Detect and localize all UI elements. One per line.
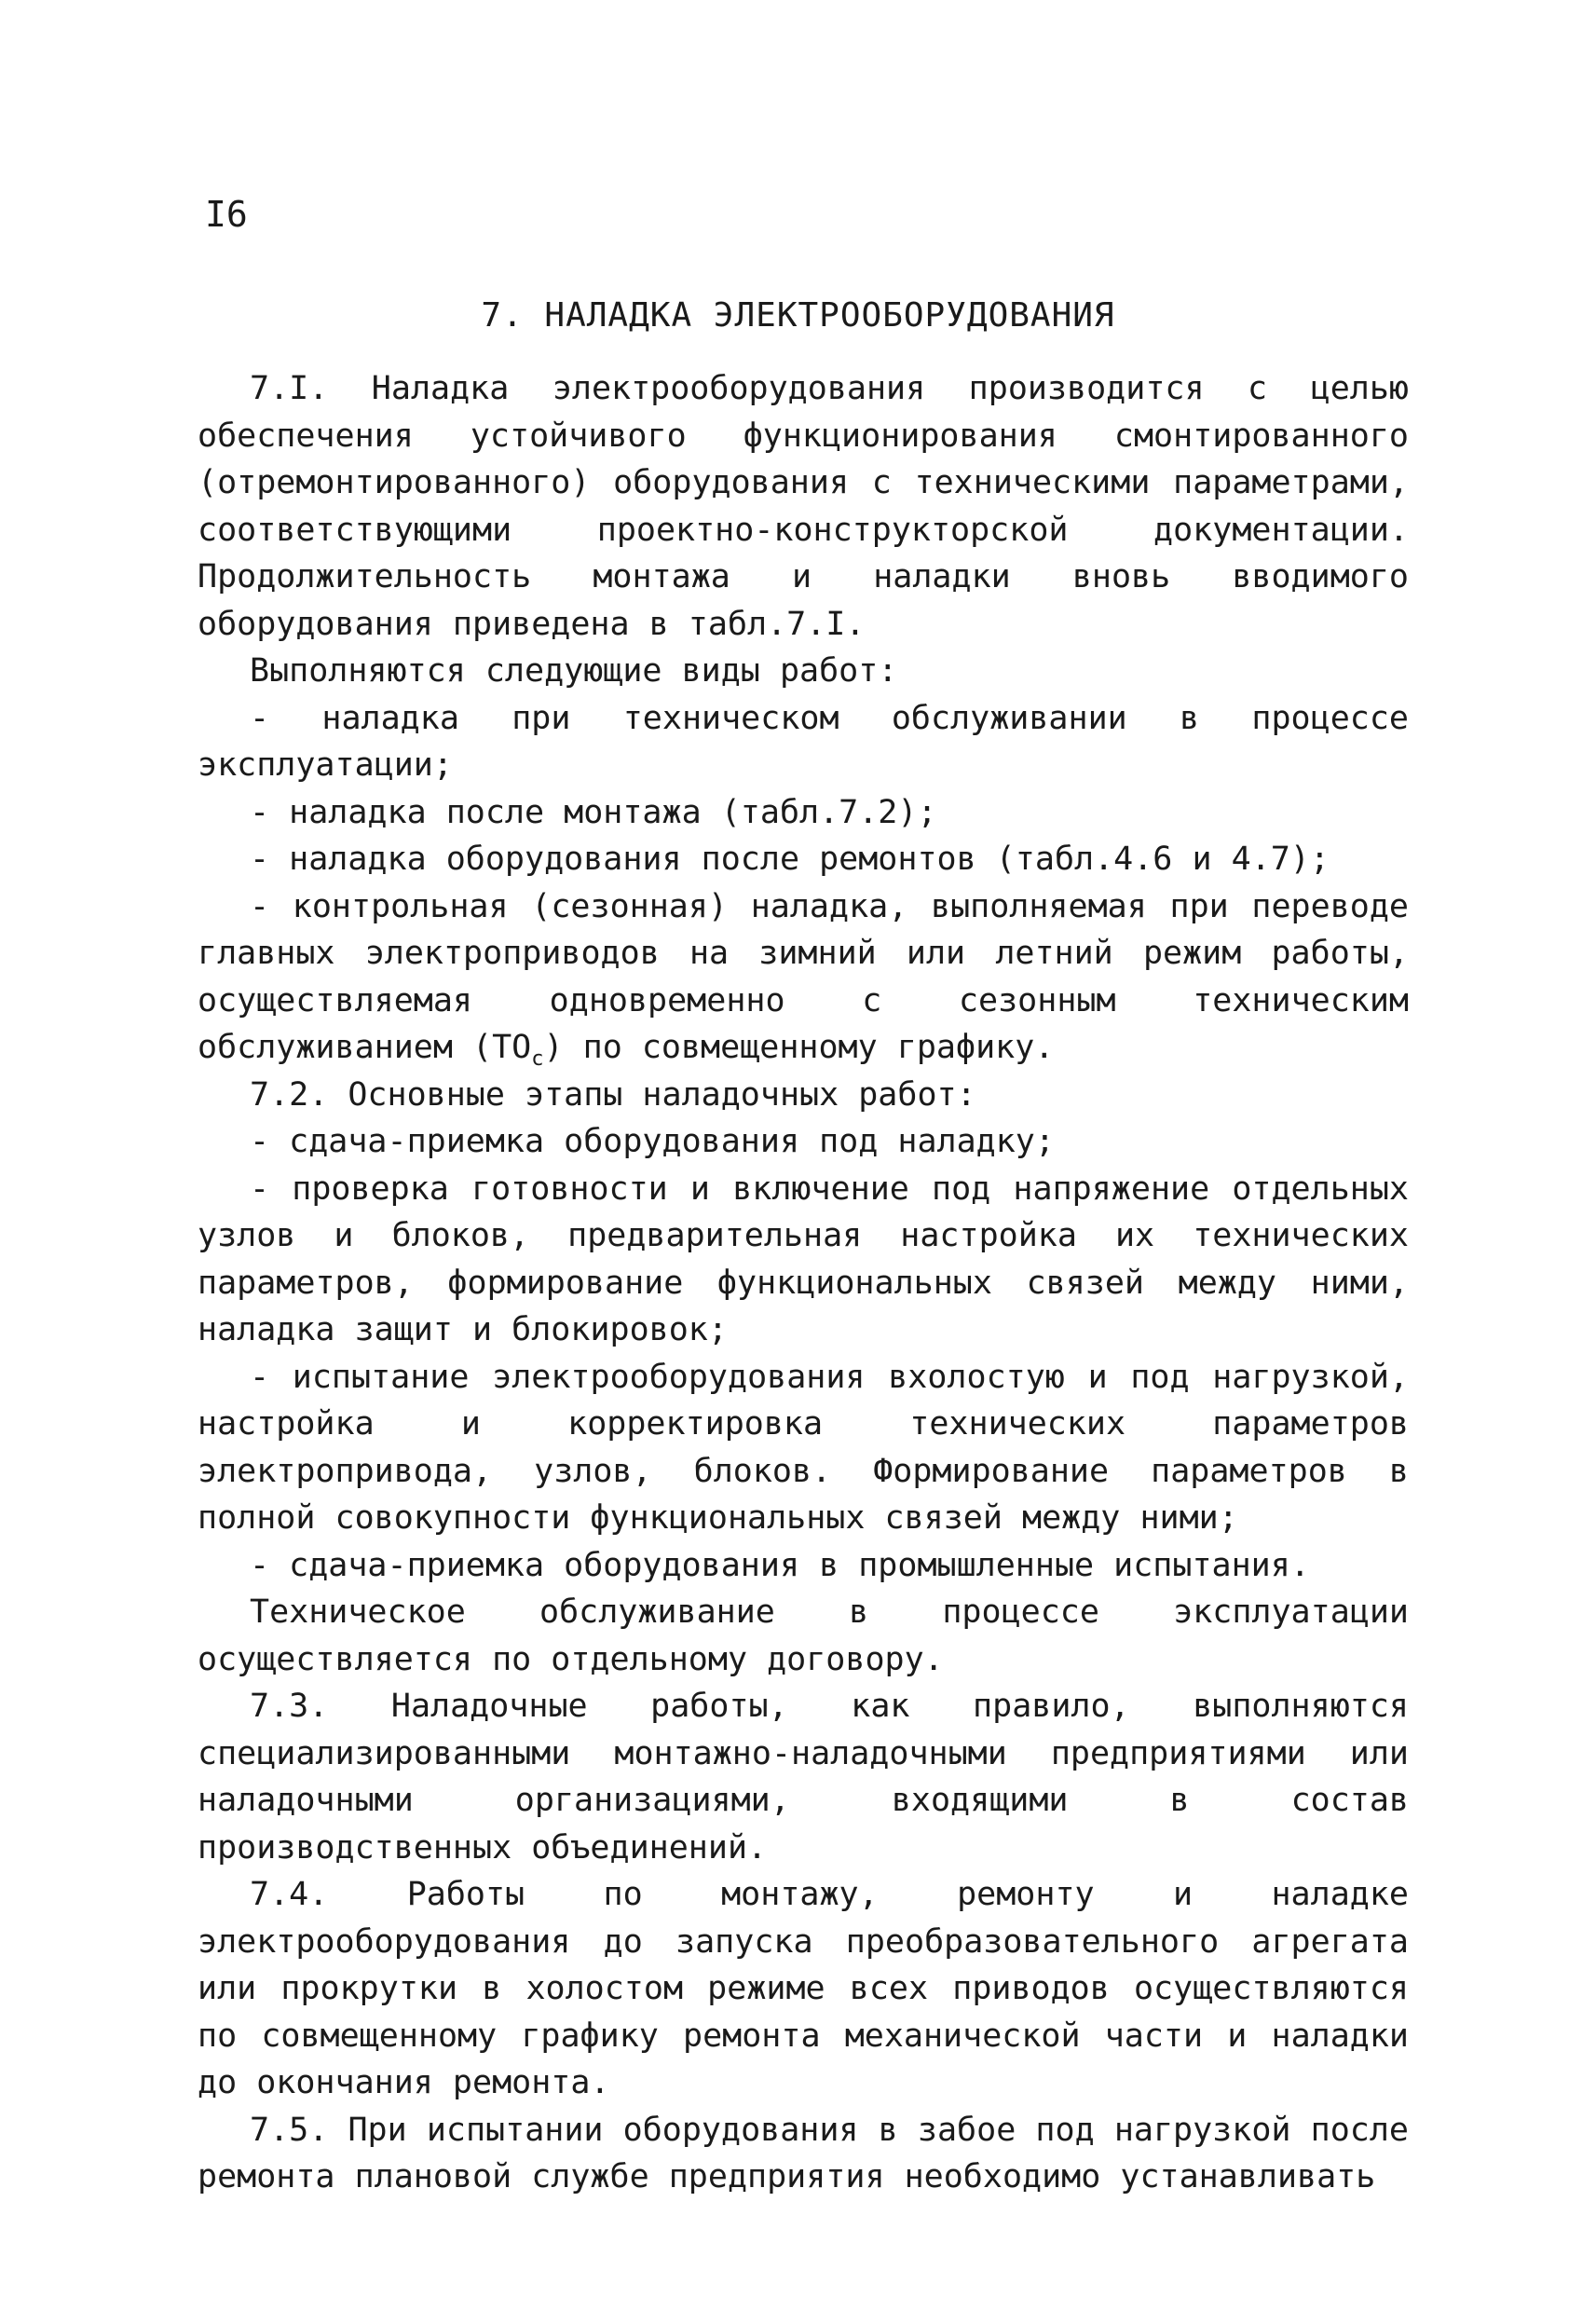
- paragraph-7-1: 7.I. Наладка электрооборудования производится с целью обеспечения устойчивого функционирования смонтированного (отремонтированного) оборудования с техническими параметрами, соответствующими проектно-конструкторской документации. Продолжительность монтажа и наладки вновь вводимого оборудования приведена в табл.7.I.: [198, 370, 1409, 643]
- stage-item: - проверка готовности и включение под напряжение отдельных узлов и блоков, предварительная настройка их технических параметров, формирование функциональных связей между ними, наладка защит и блокировок;: [198, 1169, 1409, 1348]
- paragraph-7-2-intro: 7.2. Основные этапы наладочных работ:: [250, 1075, 976, 1114]
- stage-item: - сдача-приемка оборудования под наладку;: [250, 1123, 1055, 1160]
- page-number: I6: [205, 194, 248, 235]
- stage-item: - сдача-приемка оборудования в промышленные испытания.: [250, 1546, 1310, 1584]
- section-title: 7. НАЛАДКА ЭЛЕКТРООБОРУДОВАНИЯ: [481, 296, 1115, 335]
- stage-item: - испытание электрооборудования вхолостую и под нагрузкой, настройка и корректировка технических параметров электропривода, узлов, блоков. Формирование параметров в полной совокупности функциональных связей между ними;: [198, 1358, 1409, 1537]
- control-text: - контрольная (сезонная) наладка, выполняемая при переводе главных электроприводов на зимний или летний режим работы, осуществляемая одновременно с сезонным техническим обслуживанием (ТО: [198, 887, 1409, 1066]
- works-item: - наладка при техническом обслуживании в процессе эксплуатации;: [198, 699, 1409, 784]
- paragraph-7-3: 7.3. Наладочные работы, как правило, выполняются специализированными монтажно-наладочными предприятиями или наладочными организациями, входящими в состав производственных объединений.: [198, 1688, 1409, 1867]
- paragraph-7-4: 7.4. Работы по монтажу, ремонту и наладке электрооборудования до запуска преобразовательного агрегата или прокрутки в холостом режиме всех приводов осуществляются по совмещенному графику ремонта механической части и наладки до окончания ремонта.: [198, 1876, 1409, 2101]
- body-text: [198, 365, 1409, 2201]
- paragraph-7-5: 7.5. При испытании оборудования в забое под нагрузкой после ремонта плановой службе предприятия необходимо устанавливать: [198, 2111, 1409, 2195]
- works-item: - наладка после монтажа (табл.7.2);: [250, 793, 937, 831]
- maintenance-note: Техническое обслуживание в процессе эксплуатации осуществляется по отдельному договору.: [198, 1593, 1409, 1678]
- works-item-control: [198, 883, 1409, 1072]
- works-intro: Выполняются следующие виды работ:: [250, 652, 898, 690]
- control-end: ) по совмещенному графику.: [543, 1029, 1055, 1066]
- works-item: - наладка оборудования после ремонтов (табл.4.6 и 4.7);: [250, 841, 1330, 878]
- control-subscript: с: [531, 1047, 544, 1071]
